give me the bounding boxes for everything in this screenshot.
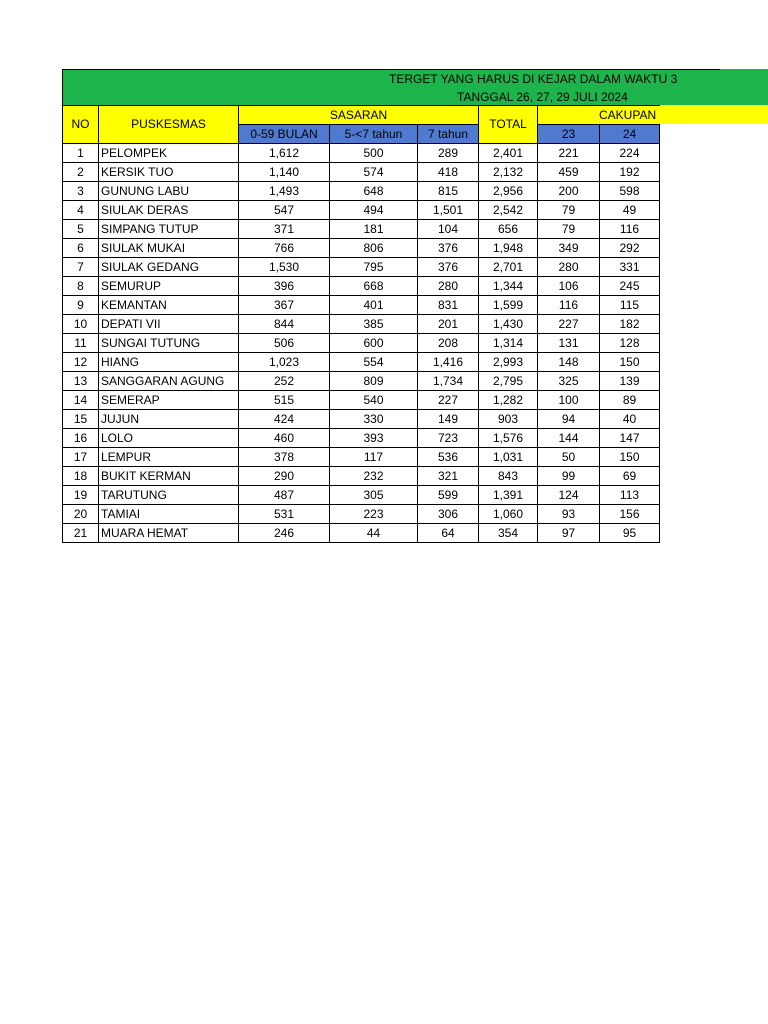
header-7-tahun: 7 tahun bbox=[418, 125, 479, 144]
cell-day-24: 156 bbox=[600, 505, 660, 524]
cell-0-59-bulan: 1,493 bbox=[239, 182, 330, 201]
cell-day-23: 79 bbox=[538, 201, 600, 220]
cell-day-23: 106 bbox=[538, 277, 600, 296]
header-sasaran: SASARAN bbox=[239, 106, 479, 125]
cell-day-24: 598 bbox=[600, 182, 660, 201]
cell-puskesmas: KERSIK TUO bbox=[99, 163, 239, 182]
cell-day-24: 292 bbox=[600, 239, 660, 258]
cell-day-24: 69 bbox=[600, 467, 660, 486]
header-day-24: 24 bbox=[600, 125, 660, 144]
cell-day-23: 97 bbox=[538, 524, 600, 543]
cell-day-24: 115 bbox=[600, 296, 660, 315]
cell-5-7-tahun: 44 bbox=[330, 524, 418, 543]
cell-puskesmas: MUARA HEMAT bbox=[99, 524, 239, 543]
cell-5-7-tahun: 795 bbox=[330, 258, 418, 277]
cell-7-tahun: 64 bbox=[418, 524, 479, 543]
header-cakupan: CAKUPAN bbox=[538, 106, 660, 125]
cell-total: 656 bbox=[479, 220, 538, 239]
cell-5-7-tahun: 117 bbox=[330, 448, 418, 467]
table-row bbox=[63, 201, 660, 220]
cell-puskesmas: KEMANTAN bbox=[99, 296, 239, 315]
cell-puskesmas: HIANG bbox=[99, 353, 239, 372]
table-row bbox=[63, 277, 660, 296]
cell-day-24: 192 bbox=[600, 163, 660, 182]
cell-5-7-tahun: 540 bbox=[330, 391, 418, 410]
cell-day-24: 182 bbox=[600, 315, 660, 334]
cell-day-23: 100 bbox=[538, 391, 600, 410]
cell-total: 1,576 bbox=[479, 429, 538, 448]
cell-no: 12 bbox=[63, 353, 99, 372]
cell-0-59-bulan: 367 bbox=[239, 296, 330, 315]
cell-5-7-tahun: 393 bbox=[330, 429, 418, 448]
cell-puskesmas: LOLO bbox=[99, 429, 239, 448]
cell-0-59-bulan: 487 bbox=[239, 486, 330, 505]
cell-5-7-tahun: 668 bbox=[330, 277, 418, 296]
cell-0-59-bulan: 424 bbox=[239, 410, 330, 429]
cell-no: 20 bbox=[63, 505, 99, 524]
table-row bbox=[63, 163, 660, 182]
cell-no: 3 bbox=[63, 182, 99, 201]
table-row bbox=[63, 448, 660, 467]
cell-day-23: 221 bbox=[538, 144, 600, 163]
table-row bbox=[63, 353, 660, 372]
cell-total: 1,430 bbox=[479, 315, 538, 334]
cell-no: 8 bbox=[63, 277, 99, 296]
title-band bbox=[62, 69, 720, 105]
header-row-1 bbox=[63, 106, 660, 125]
cell-no: 11 bbox=[63, 334, 99, 353]
cell-puskesmas: TARUTUNG bbox=[99, 486, 239, 505]
cell-no: 16 bbox=[63, 429, 99, 448]
cell-7-tahun: 536 bbox=[418, 448, 479, 467]
cell-puskesmas: SEMERAP bbox=[99, 391, 239, 410]
cell-5-7-tahun: 648 bbox=[330, 182, 418, 201]
cell-0-59-bulan: 1,023 bbox=[239, 353, 330, 372]
cell-puskesmas: TAMIAI bbox=[99, 505, 239, 524]
cell-5-7-tahun: 330 bbox=[330, 410, 418, 429]
table-row bbox=[63, 296, 660, 315]
cell-5-7-tahun: 500 bbox=[330, 144, 418, 163]
cell-day-24: 113 bbox=[600, 486, 660, 505]
cell-day-23: 148 bbox=[538, 353, 600, 372]
cell-0-59-bulan: 844 bbox=[239, 315, 330, 334]
cell-day-23: 280 bbox=[538, 258, 600, 277]
title-band-extension bbox=[720, 69, 768, 105]
table-row bbox=[63, 524, 660, 543]
cell-puskesmas: BUKIT KERMAN bbox=[99, 467, 239, 486]
cell-no: 19 bbox=[63, 486, 99, 505]
cell-no: 15 bbox=[63, 410, 99, 429]
cell-7-tahun: 418 bbox=[418, 163, 479, 182]
cell-no: 18 bbox=[63, 467, 99, 486]
cell-day-24: 89 bbox=[600, 391, 660, 410]
cell-7-tahun: 1,501 bbox=[418, 201, 479, 220]
cell-total: 1,948 bbox=[479, 239, 538, 258]
cell-total: 2,993 bbox=[479, 353, 538, 372]
cell-5-7-tahun: 554 bbox=[330, 353, 418, 372]
cell-day-23: 124 bbox=[538, 486, 600, 505]
cell-no: 2 bbox=[63, 163, 99, 182]
cell-7-tahun: 815 bbox=[418, 182, 479, 201]
cell-day-24: 150 bbox=[600, 353, 660, 372]
cell-no: 4 bbox=[63, 201, 99, 220]
table-row bbox=[63, 486, 660, 505]
cell-total: 1,282 bbox=[479, 391, 538, 410]
cell-5-7-tahun: 401 bbox=[330, 296, 418, 315]
header-day-23: 23 bbox=[538, 125, 600, 144]
cell-day-23: 93 bbox=[538, 505, 600, 524]
cell-0-59-bulan: 378 bbox=[239, 448, 330, 467]
cell-day-23: 349 bbox=[538, 239, 600, 258]
cell-7-tahun: 1,416 bbox=[418, 353, 479, 372]
table-row bbox=[63, 182, 660, 201]
cell-no: 14 bbox=[63, 391, 99, 410]
cell-no: 1 bbox=[63, 144, 99, 163]
table-row bbox=[63, 429, 660, 448]
table-row bbox=[63, 315, 660, 334]
cell-7-tahun: 289 bbox=[418, 144, 479, 163]
cell-no: 10 bbox=[63, 315, 99, 334]
table-row bbox=[63, 505, 660, 524]
header-0-59-bulan: 0-59 BULAN bbox=[239, 125, 330, 144]
cell-total: 2,795 bbox=[479, 372, 538, 391]
cell-7-tahun: 280 bbox=[418, 277, 479, 296]
cell-0-59-bulan: 547 bbox=[239, 201, 330, 220]
cell-total: 354 bbox=[479, 524, 538, 543]
cell-day-23: 227 bbox=[538, 315, 600, 334]
cell-5-7-tahun: 223 bbox=[330, 505, 418, 524]
cell-day-24: 331 bbox=[600, 258, 660, 277]
cell-puskesmas: LEMPUR bbox=[99, 448, 239, 467]
cell-7-tahun: 321 bbox=[418, 467, 479, 486]
cell-no: 5 bbox=[63, 220, 99, 239]
cell-7-tahun: 208 bbox=[418, 334, 479, 353]
cell-no: 17 bbox=[63, 448, 99, 467]
cell-no: 13 bbox=[63, 372, 99, 391]
title-line-2: TANGGAL 26, 27, 29 JULI 2024 bbox=[457, 90, 628, 104]
table-row bbox=[63, 391, 660, 410]
cell-7-tahun: 104 bbox=[418, 220, 479, 239]
cell-puskesmas: DEPATI VII bbox=[99, 315, 239, 334]
cell-0-59-bulan: 766 bbox=[239, 239, 330, 258]
cell-total: 843 bbox=[479, 467, 538, 486]
cell-total: 1,599 bbox=[479, 296, 538, 315]
cell-no: 7 bbox=[63, 258, 99, 277]
cell-no: 9 bbox=[63, 296, 99, 315]
cell-0-59-bulan: 460 bbox=[239, 429, 330, 448]
cell-no: 21 bbox=[63, 524, 99, 543]
cell-puskesmas: SEMURUP bbox=[99, 277, 239, 296]
cell-0-59-bulan: 1,612 bbox=[239, 144, 330, 163]
cell-5-7-tahun: 806 bbox=[330, 239, 418, 258]
cell-5-7-tahun: 809 bbox=[330, 372, 418, 391]
cell-0-59-bulan: 1,530 bbox=[239, 258, 330, 277]
cell-puskesmas: PELOMPEK bbox=[99, 144, 239, 163]
cell-5-7-tahun: 494 bbox=[330, 201, 418, 220]
cell-puskesmas: SIULAK DERAS bbox=[99, 201, 239, 220]
cell-5-7-tahun: 181 bbox=[330, 220, 418, 239]
cell-day-24: 40 bbox=[600, 410, 660, 429]
cell-day-24: 150 bbox=[600, 448, 660, 467]
cell-day-23: 459 bbox=[538, 163, 600, 182]
table-row bbox=[63, 258, 660, 277]
cell-7-tahun: 376 bbox=[418, 258, 479, 277]
cell-7-tahun: 599 bbox=[418, 486, 479, 505]
cell-7-tahun: 201 bbox=[418, 315, 479, 334]
cell-puskesmas: SANGGARAN AGUNG bbox=[99, 372, 239, 391]
table-row bbox=[63, 410, 660, 429]
cell-0-59-bulan: 252 bbox=[239, 372, 330, 391]
cell-day-23: 116 bbox=[538, 296, 600, 315]
cell-day-23: 50 bbox=[538, 448, 600, 467]
header-no: NO bbox=[63, 106, 99, 144]
cell-day-24: 95 bbox=[600, 524, 660, 543]
cell-total: 2,956 bbox=[479, 182, 538, 201]
cell-total: 2,132 bbox=[479, 163, 538, 182]
title-line-1: TERGET YANG HARUS DI KEJAR DALAM WAKTU 3 bbox=[389, 72, 678, 86]
table-body bbox=[63, 144, 660, 543]
cell-5-7-tahun: 574 bbox=[330, 163, 418, 182]
cell-day-23: 79 bbox=[538, 220, 600, 239]
cell-5-7-tahun: 232 bbox=[330, 467, 418, 486]
cell-total: 903 bbox=[479, 410, 538, 429]
cell-total: 2,701 bbox=[479, 258, 538, 277]
cell-total: 1,344 bbox=[479, 277, 538, 296]
cell-puskesmas: SIULAK MUKAI bbox=[99, 239, 239, 258]
cell-7-tahun: 1,734 bbox=[418, 372, 479, 391]
cell-7-tahun: 149 bbox=[418, 410, 479, 429]
header-5-7-tahun: 5-<7 tahun bbox=[330, 125, 418, 144]
table-row bbox=[63, 220, 660, 239]
cell-total: 1,031 bbox=[479, 448, 538, 467]
cell-0-59-bulan: 506 bbox=[239, 334, 330, 353]
table-row bbox=[63, 467, 660, 486]
cell-5-7-tahun: 385 bbox=[330, 315, 418, 334]
cell-0-59-bulan: 396 bbox=[239, 277, 330, 296]
cell-puskesmas: GUNUNG LABU bbox=[99, 182, 239, 201]
table-row bbox=[63, 144, 660, 163]
cell-0-59-bulan: 1,140 bbox=[239, 163, 330, 182]
cell-puskesmas: SIMPANG TUTUP bbox=[99, 220, 239, 239]
cell-day-24: 224 bbox=[600, 144, 660, 163]
cell-puskesmas: SIULAK GEDANG bbox=[99, 258, 239, 277]
cell-0-59-bulan: 531 bbox=[239, 505, 330, 524]
cell-7-tahun: 723 bbox=[418, 429, 479, 448]
cell-day-23: 144 bbox=[538, 429, 600, 448]
cell-5-7-tahun: 305 bbox=[330, 486, 418, 505]
cell-7-tahun: 306 bbox=[418, 505, 479, 524]
cell-7-tahun: 376 bbox=[418, 239, 479, 258]
cell-day-24: 128 bbox=[600, 334, 660, 353]
cell-total: 1,060 bbox=[479, 505, 538, 524]
cakupan-band-extension bbox=[659, 105, 768, 124]
cell-0-59-bulan: 371 bbox=[239, 220, 330, 239]
cell-7-tahun: 227 bbox=[418, 391, 479, 410]
cell-total: 2,401 bbox=[479, 144, 538, 163]
cell-day-24: 147 bbox=[600, 429, 660, 448]
table-row bbox=[63, 239, 660, 258]
cell-0-59-bulan: 246 bbox=[239, 524, 330, 543]
cell-day-23: 131 bbox=[538, 334, 600, 353]
cell-0-59-bulan: 290 bbox=[239, 467, 330, 486]
cell-total: 1,314 bbox=[479, 334, 538, 353]
cell-no: 6 bbox=[63, 239, 99, 258]
cell-day-24: 116 bbox=[600, 220, 660, 239]
cell-day-23: 200 bbox=[538, 182, 600, 201]
cell-day-23: 94 bbox=[538, 410, 600, 429]
cell-day-23: 99 bbox=[538, 467, 600, 486]
cell-day-24: 49 bbox=[600, 201, 660, 220]
cell-0-59-bulan: 515 bbox=[239, 391, 330, 410]
header-total: TOTAL bbox=[479, 106, 538, 144]
cell-total: 1,391 bbox=[479, 486, 538, 505]
cell-5-7-tahun: 600 bbox=[330, 334, 418, 353]
cell-7-tahun: 831 bbox=[418, 296, 479, 315]
table-row bbox=[63, 372, 660, 391]
cell-puskesmas: JUJUN bbox=[99, 410, 239, 429]
cell-total: 2,542 bbox=[479, 201, 538, 220]
header-puskesmas: PUSKESMAS bbox=[99, 106, 239, 144]
cell-day-24: 245 bbox=[600, 277, 660, 296]
cell-day-24: 139 bbox=[600, 372, 660, 391]
table-row bbox=[63, 334, 660, 353]
target-table bbox=[62, 105, 660, 543]
cell-puskesmas: SUNGAI TUTUNG bbox=[99, 334, 239, 353]
cell-day-23: 325 bbox=[538, 372, 600, 391]
